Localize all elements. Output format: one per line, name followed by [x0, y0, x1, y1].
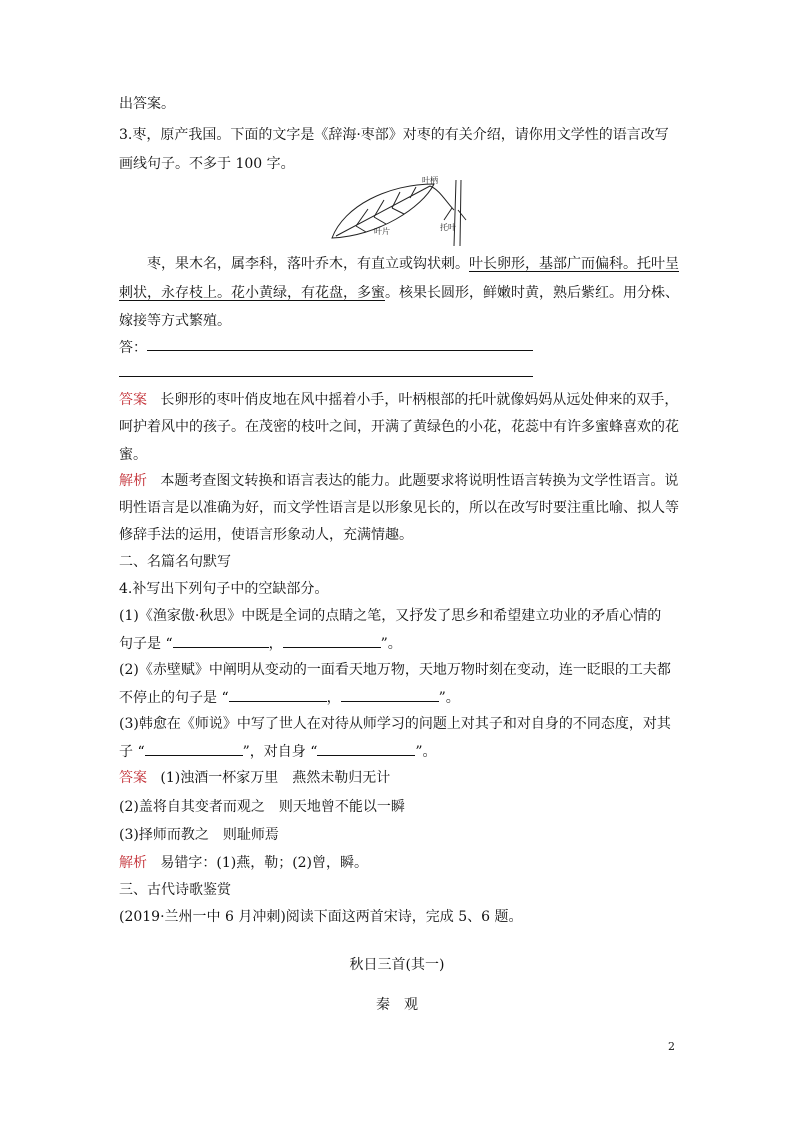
answer-label: 答案 [119, 770, 147, 786]
question-3-line-2: 画线句子。不多于 100 字。 [119, 156, 295, 172]
page-number: 2 [668, 1040, 675, 1053]
answer-line-3: 蜜。 [119, 447, 147, 463]
question-text: ”。 [438, 690, 460, 706]
answer-4-line-1 [119, 768, 390, 788]
blade-label: 叶片 [374, 227, 390, 236]
underlined-text: 刺状，永存枝上。花小黄绿，有花盘，多蜜 [119, 285, 385, 301]
question-text: 不停止的句子是 “ [119, 690, 229, 706]
question-text: ”，对自身 “ [242, 744, 318, 760]
question-4-3-line-1: (3)韩愈在《师说》中写了世人在对待从师学习的问题上对其子和对自身的不同态度，对其 [119, 716, 671, 732]
answer-blank-line[interactable] [119, 376, 533, 377]
section-heading-2: 二、名篇名句默写 [119, 554, 231, 570]
question-text: ”。 [415, 744, 437, 760]
question-text: ”。 [380, 636, 402, 652]
analysis-label: 解析 [119, 473, 147, 489]
answer-line-2: 呵护着风中的孩子。在茂密的枝叶之间，开满了黄绿色的小花，花蕊中有许多蜜蜂喜欢的花 [119, 419, 679, 435]
question-text: ， [326, 690, 341, 706]
stem-label: 叶柄 [422, 176, 438, 185]
underlined-text: 叶长卵形，基部广而偏科。托叶呈 [469, 256, 679, 272]
analysis-label: 解析 [119, 855, 147, 871]
fill-blank[interactable] [341, 687, 439, 702]
fill-blank[interactable] [283, 633, 381, 648]
poem-author: 秦 观 [376, 997, 418, 1013]
fill-blank[interactable] [173, 633, 269, 648]
analysis-4-line [119, 853, 368, 873]
passage-text: 。核果长圆形，鲜嫩时黄，熟后紫红。用分株、 [385, 285, 679, 301]
answer-blank-line[interactable] [147, 350, 533, 351]
analysis-line-2: 明性语言是以准确为好，而文学性语言是以形象见长的，所以在改写时要注重比喻、拟人等 [119, 500, 679, 516]
passage-line-2 [119, 283, 679, 303]
answer-line-1 [119, 390, 678, 410]
passage-text: 枣，果木名，属李科，落叶乔木，有直立或钩状刺。 [147, 256, 469, 272]
answer-text: 长卵形的枣叶俏皮地在风中摇着小手，叶柄根部的托叶就像妈妈从远处伸来的双手， [160, 392, 679, 408]
analysis-text: 本题考查图文转换和语言表达的能力。此题要求将说明性语言转换为文学性语言。说 [160, 473, 679, 489]
analysis-line-3: 修辞手法的运用，使语言形象动人，充满情趣。 [119, 527, 413, 543]
text-line: 出答案。 [119, 96, 175, 112]
jujube-leaf-figure [326, 176, 476, 248]
fill-blank[interactable] [229, 687, 327, 702]
question-4-2-line-1: (2)《赤壁赋》中阐明从变动的一面看天地万物，天地万物时刻在变动，连一眨眼的工夫都 [119, 662, 671, 678]
answer-prompt: 答： [119, 340, 147, 356]
question-text: 句子是 “ [119, 636, 173, 652]
answer-4-line-3: (3)择师而教之 则耻师焉 [119, 827, 279, 843]
answer-label: 答案 [119, 392, 147, 408]
question-4-3-line-2 [119, 741, 437, 762]
question-4: 4.补写出下列句子中的空缺部分。 [119, 581, 329, 597]
section-heading-3: 三、古代诗歌鉴赏 [119, 882, 231, 898]
question-5-6-intro: (2019·兰州一中 6 月冲刺)阅读下面这两首宋诗，完成 5、6 题。 [119, 909, 523, 925]
passage-line-1 [147, 254, 679, 274]
poem-title: 秋日三首(其一) [349, 957, 445, 973]
question-4-1-line-2 [119, 633, 402, 654]
question-4-1-line-1: (1)《渔家傲·秋思》中既是全词的点睛之笔，又抒发了思乡和希望建立功业的矛盾心情的 [119, 608, 662, 624]
question-3-line-1: 3.枣，原产我国。下面的文字是《辞海·枣部》对枣的有关介绍，请你用文学性的语言改写 [119, 127, 669, 143]
question-text: 子 “ [119, 744, 145, 760]
fill-blank[interactable] [145, 741, 243, 756]
stipule-label: 托叶 [440, 223, 456, 232]
analysis-line-1 [119, 471, 678, 491]
question-text: ， [268, 636, 283, 652]
analysis-text: 易错字：(1)燕，勒；(2)曾，瞬。 [160, 855, 369, 871]
answer-text: (1)浊酒一杯家万里 燕然未勒归无计 [160, 770, 391, 786]
passage-line-3: 嫁接等方式繁殖。 [119, 313, 231, 329]
answer-4-line-2: (2)盖将自其变者而观之 则天地曾不能以一瞬 [119, 799, 405, 815]
fill-blank[interactable] [317, 741, 415, 756]
question-4-2-line-2 [119, 687, 460, 708]
